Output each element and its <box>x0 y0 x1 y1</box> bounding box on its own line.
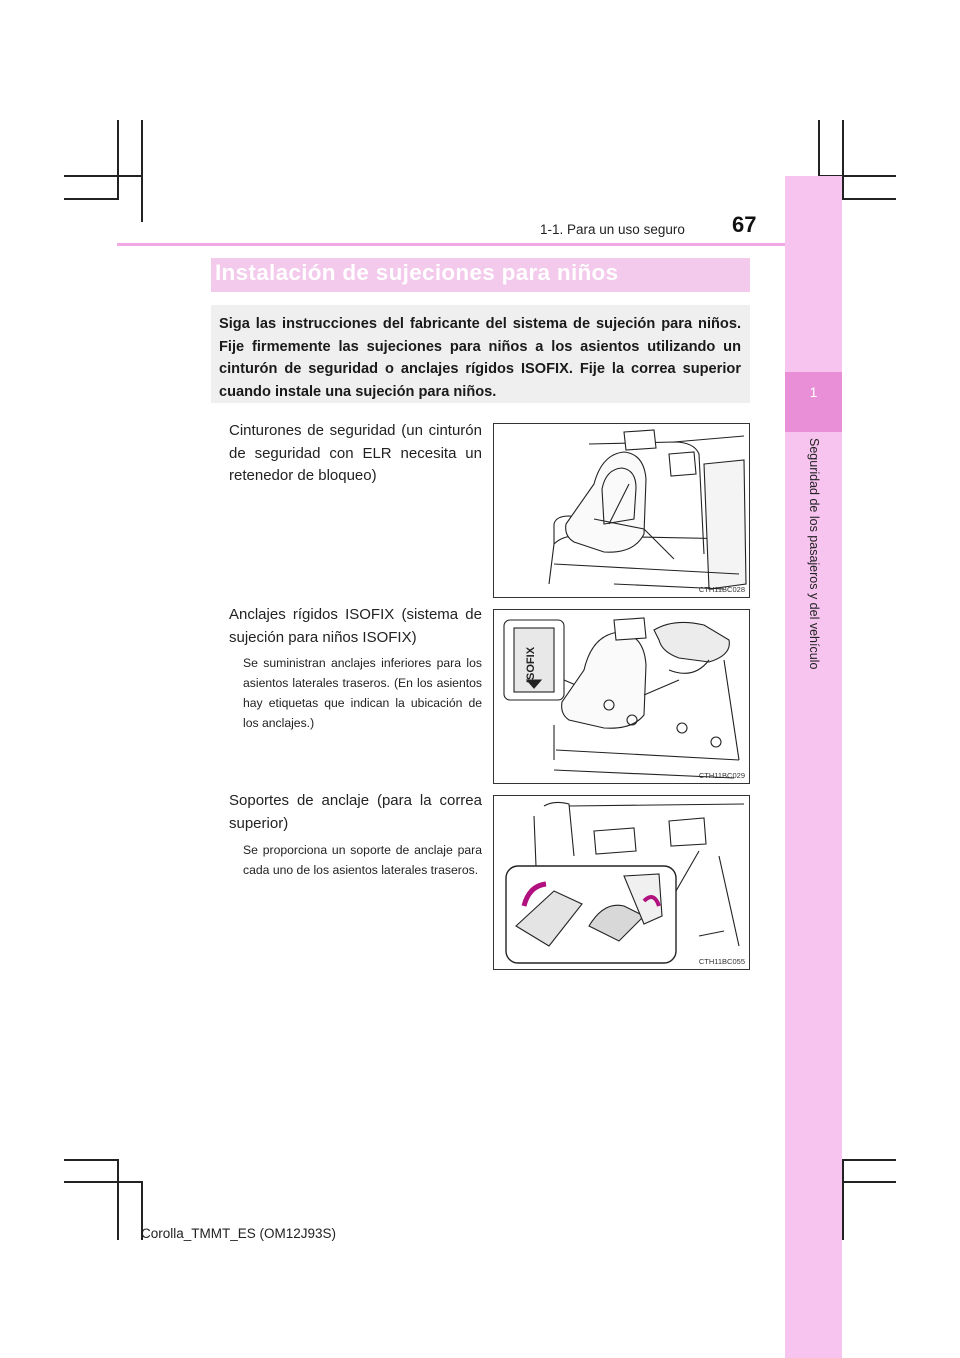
item-detail-isofix: Se suministran anclajes inferiores para los asientos laterales traseros. (En los asientos hay etiquetas que indican la ubicación de los anclajes.) <box>243 656 482 730</box>
crop-mark <box>141 120 143 222</box>
item-heading-seatbelt: Cinturones de seguridad (un cinturón de seguridad con ELR necesita un retenedor de bloqueo) <box>229 422 482 484</box>
item-detail-tether: Se proporciona un soporte de anclaje para cada uno de los asientos laterales traseros. <box>243 843 482 877</box>
figure-code: CTH11BC029 <box>698 771 745 780</box>
chapter-title-vertical <box>805 438 825 698</box>
chapter-number: 1 <box>809 384 818 400</box>
page-number: 67 <box>732 212 757 237</box>
child-seat-belt-illustration <box>494 424 749 597</box>
page-title: Instalación de sujeciones para niños <box>215 260 619 285</box>
section-header: 1-1. Para un uso seguro <box>540 222 685 237</box>
crop-mark <box>842 198 896 200</box>
chapter-side-tab <box>785 176 842 1358</box>
chapter-title: Seguridad de los pasajeros y del vehículo <box>807 438 821 670</box>
crop-mark <box>64 1159 119 1161</box>
figure-tether <box>493 795 750 970</box>
crop-mark <box>842 120 844 198</box>
figure-code: CTH11BC028 <box>698 585 745 594</box>
crop-mark <box>64 175 143 177</box>
footer-doc-id: Corolla_TMMT_ES (OM12J93S) <box>141 1226 337 1241</box>
figure-seatbelt <box>493 423 750 598</box>
crop-mark <box>64 1181 143 1183</box>
isofix-anchor-illustration <box>494 610 749 783</box>
item-heading-tether: Soportes de anclaje (para la correa superior) <box>229 792 482 832</box>
figure-code: CTH11BC055 <box>698 957 745 966</box>
crop-mark <box>117 120 119 198</box>
crop-mark <box>842 1159 896 1161</box>
crop-mark <box>64 198 119 200</box>
figure-isofix <box>493 609 750 784</box>
crop-mark <box>842 1160 844 1240</box>
crop-mark <box>117 1160 119 1240</box>
intro-text: Siga las instrucciones del fabricante del sistema de sujeción para niños. Fije firmemente las sujeciones para niños a los asientos utilizando un cinturón de seguridad o anclajes rígidos ISOFIX. Fije la correa superior cuando instale una sujeción para niños. <box>219 316 741 400</box>
isofix-label-text: ISOFIX <box>525 646 537 684</box>
header-rule <box>117 243 785 246</box>
chapter-tab-marker <box>785 372 842 432</box>
tether-anchor-illustration <box>494 796 749 969</box>
item-heading-isofix: Anclajes rígidos ISOFIX (sistema de sujeción para niños ISOFIX) <box>229 606 482 646</box>
